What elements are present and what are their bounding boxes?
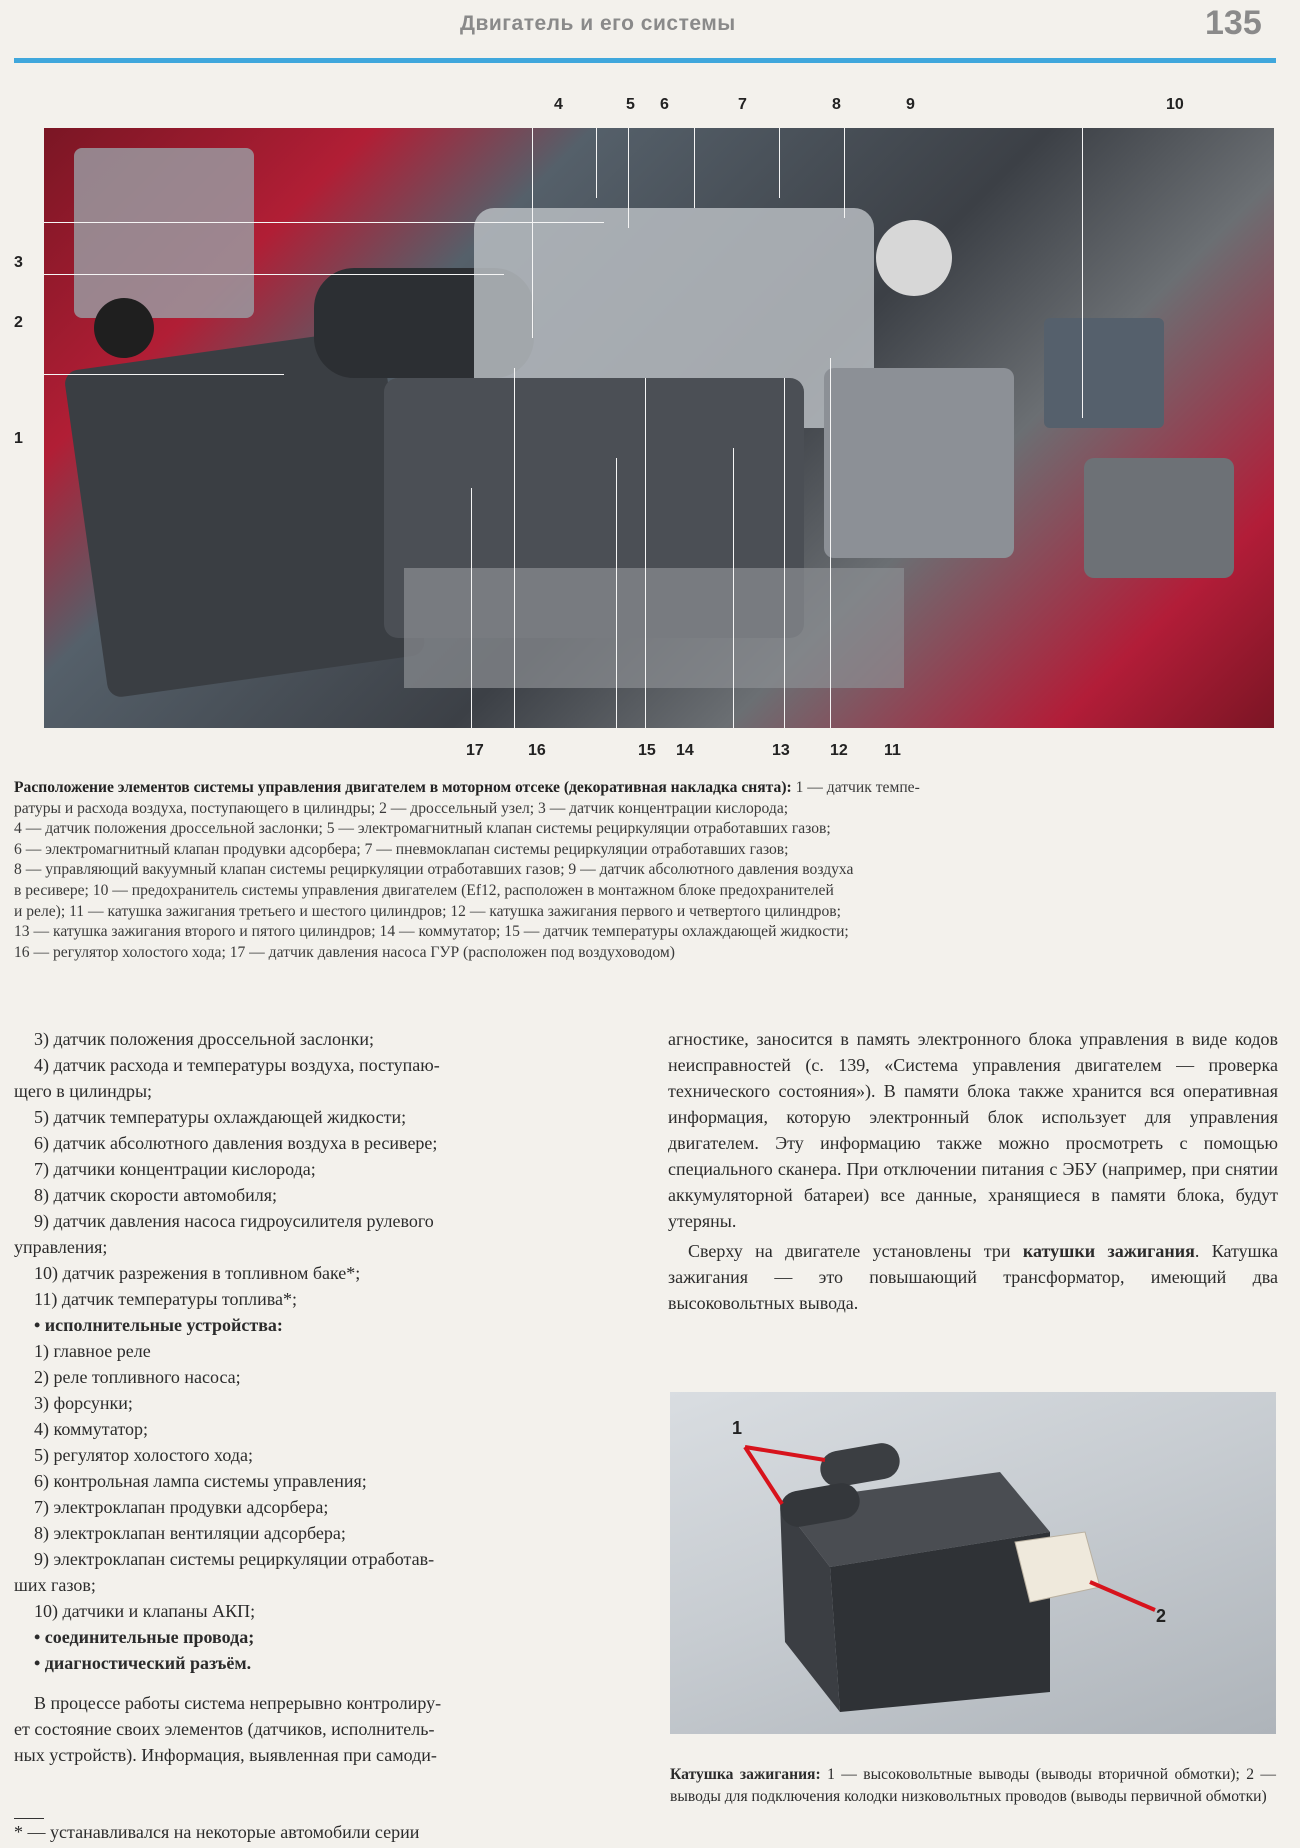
leader-line [733, 448, 734, 728]
callout-1: 1 [14, 430, 23, 447]
leader-line [830, 358, 831, 728]
leader-line [44, 374, 284, 375]
paragraph [668, 1238, 1278, 1316]
callout-4: 4 [554, 96, 563, 113]
engine-photo-caption [14, 778, 1278, 963]
list-item: 10) датчики и клапаны АКП; [34, 1601, 256, 1621]
callout-5: 5 [626, 96, 635, 113]
leader-line [694, 128, 695, 208]
leader-line [645, 378, 646, 728]
list-item: 9) датчик давления насоса гидроусилителя рулевого [34, 1211, 434, 1231]
caption-line: 1 — датчик темпе- [791, 779, 920, 796]
leader-line [596, 128, 597, 198]
list-item: 6) датчик абсолютного давления воздуха в ресивере; [34, 1133, 438, 1153]
list-item: 3) датчик положения дроссельной заслонки; [34, 1029, 374, 1049]
leader-line [628, 128, 629, 228]
list-item: 4) коммутатор; [34, 1419, 149, 1439]
callout-3: 3 [14, 254, 23, 271]
callout-16: 16 [528, 742, 546, 759]
paragraph-bold-term: катушки зажигания [1022, 1241, 1195, 1261]
callout-8: 8 [832, 96, 841, 113]
list-item: 11) датчик температуры топлива*; [34, 1289, 298, 1309]
paragraph-line: В процессе работы система непрерывно контролиру- [34, 1693, 442, 1713]
list-item: 2) реле топливного насоса; [34, 1367, 241, 1387]
leader-line [514, 368, 515, 728]
left-column [14, 1026, 618, 1768]
caption-line: и реле); 11 — катушка зажигания третьего и шестого цилиндров; 12 — катушка зажигания первого и четвертого цилиндров; [14, 902, 841, 920]
paragraph-line: ет состояние своих элементов (датчиков, исполнитель- [14, 1719, 435, 1739]
leader-line [532, 128, 533, 338]
leader-line [784, 378, 785, 728]
coil-callout-1: 1 [732, 1418, 743, 1438]
coil-callout-2: 2 [1156, 1606, 1167, 1626]
callout-6: 6 [660, 96, 669, 113]
header-rule [14, 58, 1276, 63]
caption-line: 8 — управляющий вакуумный клапан системы рециркуляции отработавших газов; 9 — датчик абсолютного давления воздуха [14, 861, 854, 879]
callout-15: 15 [638, 742, 656, 759]
engine-bay-illustration [44, 128, 1274, 728]
right-column [668, 1026, 1278, 1316]
list-item: 7) датчики концентрации кислорода; [34, 1159, 316, 1179]
coil-caption-text: 1 — высоковольтные выводы (выводы вторичной обмотки); 2 — выводы для подключения колодки низковольтных проводов (выводы первичной обмотки) [670, 1766, 1277, 1805]
leader-line [471, 488, 472, 728]
leader-line [44, 274, 504, 275]
running-header: Двигатель и его системы [460, 12, 736, 35]
callout-11: 11 [884, 742, 901, 759]
callout-10: 10 [1166, 96, 1184, 113]
paragraph: агностике, заносится в память электронного блока управления в виде кодов неисправностей (с. 139, «Система управления двигателем — проверка технического состояния»). В памяти блока также хранится вся оперативная информация, которую электронный блок использует для управления двигателем. Эту информацию также можно просмотреть с помощью специального сканера. При отключении питания с ЭБУ (например, при снятии аккумуляторной батареи) все данные, хранящиеся в памяти блока, будут утеряны. [668, 1029, 1278, 1231]
list-item: 7) электроклапан продувки адсорбера; [34, 1497, 329, 1517]
caption-line: ратуры и расхода воздуха, поступающего в цилиндры; 2 — дроссельный узел; 3 — датчик концентрации кислорода; [14, 799, 789, 817]
list-item: 9) электроклапан системы рециркуляции отработав- [34, 1549, 435, 1569]
list-item: 5) регулятор холостого хода; [34, 1445, 253, 1465]
list-item: щего в цилиндры; [14, 1081, 153, 1101]
list-item: 5) датчик температуры охлаждающей жидкости; [34, 1107, 407, 1127]
bullet-heading: • диагностический разъём. [34, 1653, 252, 1673]
leader-line [616, 458, 617, 728]
caption-line: 4 — датчик положения дроссельной заслонки; 5 — электромагнитный клапан системы рециркуляции отработавших газов; [14, 820, 831, 838]
ignition-coil-photo [670, 1392, 1276, 1734]
engine-bay-photo [44, 128, 1274, 728]
list-item: 3) форсунки; [34, 1393, 133, 1413]
paragraph-text: . Катушка зажигания — это повышающий трансформатор, имеющий два высоковольтных вывода. [668, 1241, 1278, 1313]
list-item: 6) контрольная лампа системы управления; [34, 1471, 367, 1491]
leader-line [779, 128, 780, 198]
leader-line [844, 128, 845, 218]
callout-17: 17 [466, 742, 484, 759]
caption-line: 16 — регулятор холостого хода; 17 — датчик давления насоса ГУР (расположен под воздуховодом) [14, 943, 675, 961]
list-item: 10) датчик разрежения в топливном баке*; [34, 1263, 361, 1283]
callout-13: 13 [772, 742, 790, 759]
paragraph-line: ных устройств). Информация, выявленная при самоди- [14, 1745, 437, 1765]
callout-7: 7 [738, 96, 747, 113]
leader-line [1082, 128, 1083, 418]
callout-9: 9 [906, 96, 915, 113]
leader-line [44, 222, 604, 223]
list-item: управления; [14, 1237, 108, 1257]
coil-caption-lead: Катушка зажигания: [670, 1766, 821, 1783]
page-number: 135 [1205, 4, 1262, 42]
bullet-heading: • соединительные провода; [34, 1627, 255, 1647]
caption-line: в ресивере; 10 — предохранитель системы управления двигателем (Ef12, расположен в монтажном блоке предохранителей [14, 881, 834, 899]
footnote-rule [14, 1818, 44, 1819]
footnote: * — устанавливался на некоторые автомобили серии [14, 1822, 420, 1842]
ignition-coil-illustration [670, 1392, 1276, 1734]
list-item: 4) датчик расхода и температуры воздуха, поступаю- [34, 1055, 440, 1075]
callout-14: 14 [676, 742, 694, 759]
bullet-heading: • исполнительные устройства: [34, 1315, 283, 1335]
paragraph-text: Сверху на двигателе установлены три [688, 1241, 1023, 1261]
list-item: 8) датчик скорости автомобиля; [34, 1185, 277, 1205]
callout-2: 2 [14, 314, 23, 331]
caption-line: 13 — катушка зажигания второго и пятого цилиндров; 14 — коммутатор; 15 — датчик температуры охлаждающей жидкости; [14, 923, 849, 941]
caption-line: 6 — электромагнитный клапан продувки адсорбера; 7 — пневмоклапан системы рециркуляции отработавших газов; [14, 840, 789, 858]
caption-lead: Расположение элементов системы управления двигателем в моторном отсеке (декоративная накладка снята): [14, 779, 792, 796]
coil-photo-caption [670, 1764, 1276, 1808]
list-item: 8) электроклапан вентиляции адсорбера; [34, 1523, 346, 1543]
list-item: 1) главное реле [34, 1341, 151, 1361]
list-item: ших газов; [14, 1575, 96, 1595]
callout-12: 12 [830, 742, 848, 759]
